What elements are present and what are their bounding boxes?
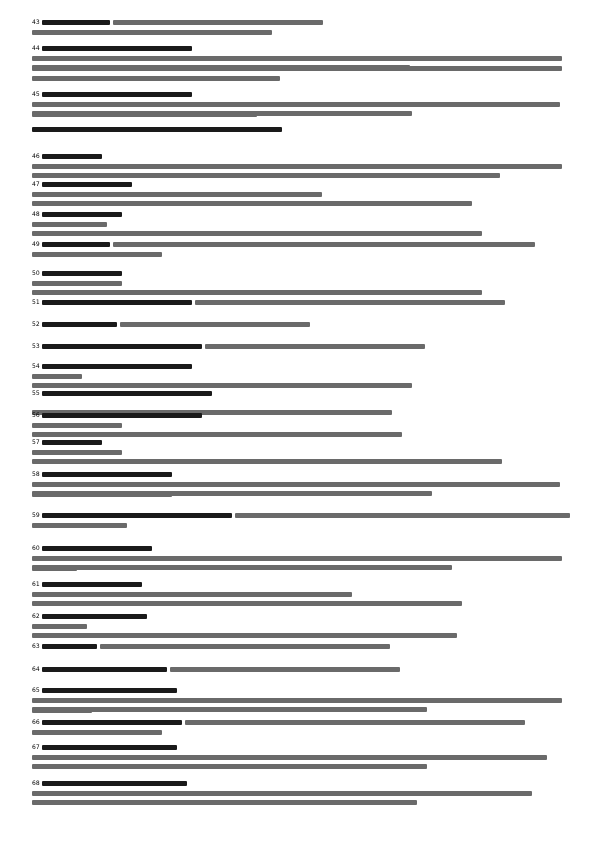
paragraph-number: 60 (32, 545, 40, 552)
definition-text (32, 730, 162, 735)
text-line (32, 753, 570, 763)
paragraph-number: 48 (32, 211, 40, 218)
definition-text (32, 791, 532, 796)
text-line (32, 580, 570, 590)
text-line (32, 342, 570, 352)
text-line (32, 696, 570, 706)
definition-text (32, 222, 107, 227)
definition-text (32, 164, 562, 169)
definition-text (32, 523, 127, 528)
text-line (32, 544, 570, 554)
term-text (42, 688, 177, 693)
definition-text (32, 173, 500, 178)
definition-paragraph (32, 580, 570, 600)
definition-text (32, 201, 472, 206)
definition-text (32, 30, 272, 35)
term-text (42, 720, 182, 725)
definition-paragraph (32, 18, 570, 38)
definition-text (32, 432, 402, 437)
definition-paragraph (32, 180, 570, 200)
term-text (42, 20, 110, 25)
text-line (32, 622, 570, 632)
definition-text (32, 66, 562, 71)
definition-text (32, 112, 257, 117)
paragraph-number: 43 (32, 19, 40, 26)
paragraph-number: 67 (32, 744, 40, 751)
definition-paragraph (32, 511, 570, 531)
text-line (32, 686, 570, 696)
text-line (32, 100, 570, 110)
text-line (32, 190, 570, 200)
term-text (42, 667, 167, 672)
definition-paragraph (32, 411, 570, 431)
paragraph-number: 49 (32, 241, 40, 248)
term-text (42, 344, 202, 349)
text-line (32, 470, 570, 480)
text-line (32, 240, 570, 250)
paragraph-number: 66 (32, 719, 40, 726)
section-heading (32, 125, 570, 135)
definition-text (185, 720, 525, 725)
term-text (42, 271, 122, 276)
text-line (32, 490, 570, 500)
term-text (42, 364, 192, 369)
term-text (42, 391, 212, 396)
definition-paragraph (32, 438, 570, 458)
term-text (42, 781, 187, 786)
term-text (42, 46, 192, 51)
text-line (32, 706, 570, 716)
definition-paragraph (32, 389, 570, 399)
term-text (42, 440, 102, 445)
text-line (32, 789, 570, 799)
paragraph-number: 52 (32, 321, 40, 328)
definition-text (32, 755, 547, 760)
definition-text (32, 698, 562, 703)
text-line (32, 448, 570, 458)
text-line (32, 125, 570, 135)
paragraph-number: 50 (32, 270, 40, 277)
text-line (32, 180, 570, 190)
text-line (32, 74, 570, 84)
paragraph-number: 45 (32, 91, 40, 98)
definition-text (32, 708, 92, 713)
definition-paragraph (32, 152, 570, 172)
text-line (32, 743, 570, 753)
paragraph-number: 44 (32, 45, 40, 52)
term-text (42, 472, 172, 477)
paragraph-number: 62 (32, 613, 40, 620)
text-line (32, 298, 570, 308)
definition-text (32, 459, 502, 464)
text-line (32, 269, 570, 279)
term-text (42, 513, 232, 518)
text-line (32, 18, 570, 28)
paragraph-number: 61 (32, 581, 40, 588)
term-text (42, 92, 192, 97)
text-line (32, 564, 570, 574)
term-text (42, 546, 152, 551)
paragraph-number: 57 (32, 439, 40, 446)
paragraph-number: 51 (32, 299, 40, 306)
definition-text (113, 20, 323, 25)
definition-text (32, 601, 462, 606)
definition-text (32, 624, 87, 629)
text-line (32, 554, 570, 564)
term-text (42, 614, 147, 619)
definition-text (32, 566, 77, 571)
definition-text (32, 281, 122, 286)
definition-text (32, 252, 162, 257)
definition-paragraph (32, 686, 570, 716)
term-text (42, 413, 202, 418)
definition-text (32, 423, 122, 428)
paragraph-number: 58 (32, 471, 40, 478)
definition-text (32, 231, 482, 236)
definition-paragraph (32, 44, 570, 84)
definition-text (32, 383, 412, 388)
paragraph-number: 68 (32, 780, 40, 787)
text-line (32, 152, 570, 162)
text-line (32, 372, 570, 382)
paragraph-number: 63 (32, 643, 40, 650)
definition-paragraph (32, 612, 570, 632)
text-line (32, 279, 570, 289)
term-text (42, 212, 122, 217)
term-text (42, 582, 142, 587)
text-line (32, 220, 570, 230)
definition-text (32, 633, 457, 638)
text-line (32, 90, 570, 100)
paragraph-number: 47 (32, 181, 40, 188)
text-line (32, 480, 570, 490)
paragraph-number: 53 (32, 343, 40, 350)
definition-paragraph (32, 240, 570, 260)
definition-text (100, 644, 390, 649)
text-line (32, 250, 570, 260)
term-text (42, 154, 102, 159)
definition-paragraph (32, 743, 570, 763)
definition-paragraph (32, 269, 570, 289)
paragraph-number: 46 (32, 153, 40, 160)
term-text (42, 644, 97, 649)
text-line (32, 28, 570, 38)
definition-text (120, 322, 310, 327)
definition-text (32, 800, 417, 805)
definition-text (205, 344, 425, 349)
paragraph-number: 59 (32, 512, 40, 519)
text-line (32, 511, 570, 521)
definition-text (32, 56, 562, 61)
text-line (32, 411, 570, 421)
text-line (32, 320, 570, 330)
definition-text (32, 556, 562, 561)
term-text (42, 242, 110, 247)
definition-text (32, 374, 82, 379)
definition-paragraph (32, 298, 570, 308)
definition-text (32, 482, 560, 487)
text-line (32, 44, 570, 54)
definition-text (235, 513, 570, 518)
definition-text (170, 667, 400, 672)
definition-text (32, 102, 560, 107)
paragraph-number: 54 (32, 363, 40, 370)
definition-text (32, 450, 122, 455)
definition-text (113, 242, 535, 247)
text-line (32, 210, 570, 220)
definition-text (195, 300, 505, 305)
definition-text (32, 592, 352, 597)
text-line (32, 389, 570, 399)
term-text (42, 300, 192, 305)
text-line (32, 421, 570, 431)
definition-paragraph (32, 779, 570, 799)
definition-paragraph (32, 665, 570, 675)
term-text (42, 322, 117, 327)
text-line (32, 590, 570, 600)
definition-text (32, 76, 280, 81)
text-line (32, 54, 570, 64)
paragraph-number: 64 (32, 666, 40, 673)
definition-text (32, 492, 172, 497)
paragraph-number: 56 (32, 412, 40, 419)
definition-text (32, 192, 322, 197)
definition-paragraph (32, 342, 570, 352)
text-line (32, 612, 570, 622)
text-line (32, 110, 570, 120)
text-line (32, 521, 570, 531)
paragraph-number: 55 (32, 390, 40, 397)
paragraph-number: 65 (32, 687, 40, 694)
text-line (32, 438, 570, 448)
definition-paragraph (32, 362, 570, 382)
term-text (42, 745, 177, 750)
definition-paragraph (32, 718, 570, 738)
definition-paragraph (32, 320, 570, 330)
definition-paragraph (32, 90, 570, 120)
section-title-text (32, 127, 282, 132)
text-line (32, 728, 570, 738)
definition-paragraph (32, 470, 570, 500)
definition-text (32, 290, 482, 295)
text-line (32, 779, 570, 789)
definition-text (32, 764, 427, 769)
text-line (32, 718, 570, 728)
definition-paragraph (32, 642, 570, 652)
text-line (32, 64, 570, 74)
text-line (32, 162, 570, 172)
text-line (32, 362, 570, 372)
term-text (42, 182, 132, 187)
definition-paragraph (32, 544, 570, 574)
text-line (32, 665, 570, 675)
text-line (32, 642, 570, 652)
definition-paragraph (32, 210, 570, 230)
